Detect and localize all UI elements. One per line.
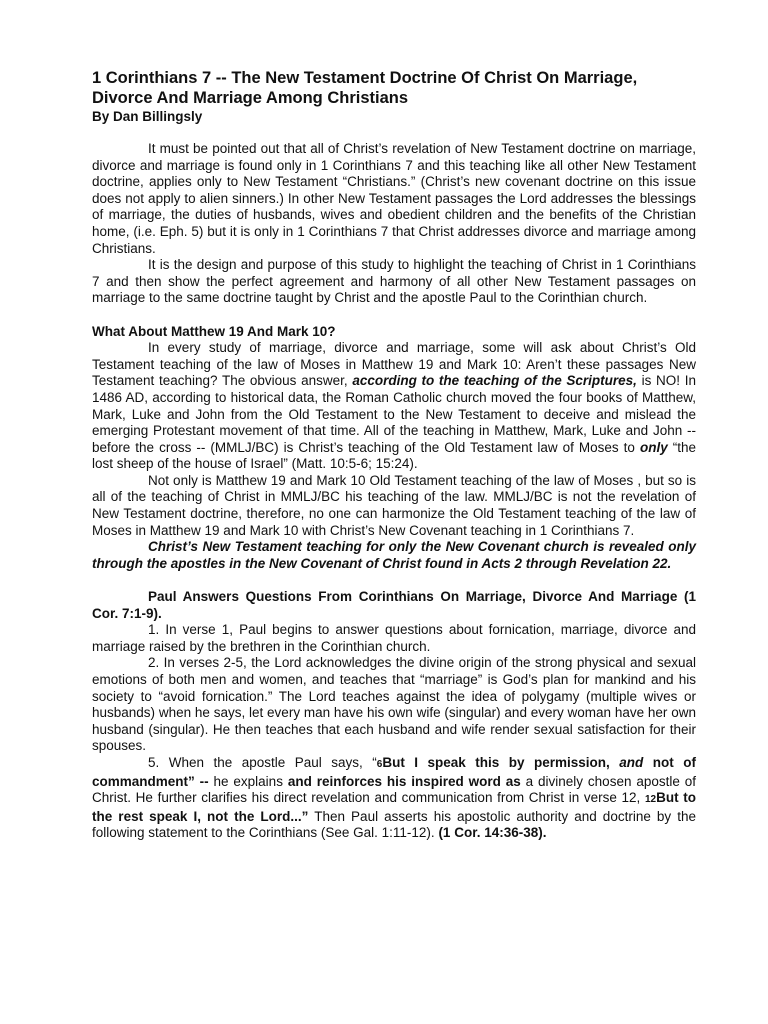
- bold-text: not of commandment” --: [92, 754, 696, 789]
- emphasis-and: and: [619, 754, 644, 770]
- text-run: a divinely chosen apostle of Christ. He further clarifies his direct revelation and communication from Christ in verse 12,: [92, 773, 696, 806]
- text-run: is NO! In 1486 AD, according to historical data, the Roman Catholic church moved the four books of Matthew, Mark, Luke and John from the Old Testament to the New Testament to deceive and mislead the emerging Protestant movement of that time. All of the teaching in Matthew, Mark, Luke and John -- before the cross -- (MMLJ/BC) is Christ’s teaching of the Old Testament law of Moses to: [92, 373, 696, 455]
- spacer: [92, 572, 696, 589]
- matthew-paragraph-1: [92, 340, 696, 473]
- intro-paragraph-2: It is the design and purpose of this study to highlight the teaching of Christ in 1 Corinthians 7 and then show the perfect agreement and harmony of all other New Testament passages on marriage to the same doctrine taught by Christ and the apostle Paul to the Corinthian church.: [92, 257, 696, 306]
- document-title: [92, 68, 696, 108]
- scripture-reference: (1 Cor. 14:36-38).: [438, 825, 547, 841]
- paul-paragraph-3: [92, 755, 696, 842]
- text-run: In every study of marriage, divorce and marriage, some will ask about Christ’s Old Testament teaching of the law of Moses in Matthew 19 and Mark 10: Aren’t these passages New Testament teaching? The obvious answer,: [92, 340, 696, 389]
- emphasis-only: only: [639, 439, 668, 455]
- verse-number: 12: [644, 794, 657, 806]
- title-line-2: Divorce And Marriage Among Christians: [92, 89, 409, 107]
- matthew-paragraph-3: Christ’s New Testament teaching for only the New Covenant church is revealed only through the apostles in the New Covenant of Christ found in Acts 2 through Revelation 22.: [92, 539, 696, 571]
- section-heading-paul: Paul Answers Questions From Corinthians On Marriage, Divorce And Marriage (1 Cor. 7:1-9).: [92, 589, 696, 621]
- paul-paragraph-2: 2. In verses 2-5, the Lord acknowledges the divine origin of the strong physical and sexual emotions of both men and women, and teaches that “marriage” is God’s plan for mankind and his society to “avoid fornication.” The Lord teaches against the idea of polygamy (multiple wives or husbands) when he says, let every man have his own wife (singular) and every woman have her own husband (singular). He then teaches that each husband and wife render sexual satisfaction for their spouses.: [92, 655, 696, 754]
- text-run: Then Paul asserts his apostolic authority and doctrine by the following statement to the Corinthians (See Gal. 1:11-12).: [92, 808, 696, 841]
- spacer: [92, 307, 696, 324]
- text-run: 5. When the apostle Paul says, “: [148, 754, 377, 770]
- matthew-paragraph-2: Not only is Matthew 19 and Mark 10 Old Testament teaching of the law of Moses , but so is all of the teaching of Christ in MMLJ/BC his teaching of the law. MMLJ/BC is not the revelation of New Testament doctrine, therefore, no one can harmonize the Old Testament teaching of the law of Moses in Matthew 19 and Mark 10 with Christ’s New Covenant teaching in 1 Corinthians 7.: [92, 472, 696, 538]
- emphasis-text: according to the teaching of the Scriptures,: [352, 373, 637, 389]
- bold-text: But I speak this by permission,: [382, 754, 620, 770]
- section-heading-matthew: What About Matthew 19 And Mark 10?: [92, 323, 336, 339]
- bold-text: and reinforces his inspired word as: [287, 773, 521, 789]
- text-run: he explains: [208, 773, 288, 789]
- paul-paragraph-1: 1. In verse 1, Paul begins to answer questions about fornication, marriage, divorce and marriage raised by the brethren in the Corinthian church.: [92, 622, 696, 654]
- author-byline: By Dan Billingsly: [92, 109, 203, 124]
- title-line-1: 1 Corinthians 7 -- The New Testament Doctrine Of Christ On Marriage,: [92, 69, 638, 87]
- bold-text: But to the rest speak I, not the Lord...”: [92, 790, 696, 824]
- verse-number: 6: [376, 758, 383, 770]
- intro-paragraph-1: It must be pointed out that all of Christ’s revelation of New Testament doctrine on marriage, divorce and marriage is found only in 1 Corinthians 7 and this teaching like all other New Testament doctrine, applies only to New Testament “Christians.” (Christ’s new covenant doctrine on this issue does not apply to alien sinners.) In other New Testament passages the Lord addresses the blessings of marriage, the duties of husbands, wives and obedient children and the benefits of the Christian home, (i.e. Eph. 5) but it is only in 1 Corinthians 7 that Christ addresses divorce and marriage among Christians.: [92, 141, 696, 256]
- text-run: “the lost sheep of the house of Israel” (Matt. 10:5-6; 15:24).: [92, 439, 696, 472]
